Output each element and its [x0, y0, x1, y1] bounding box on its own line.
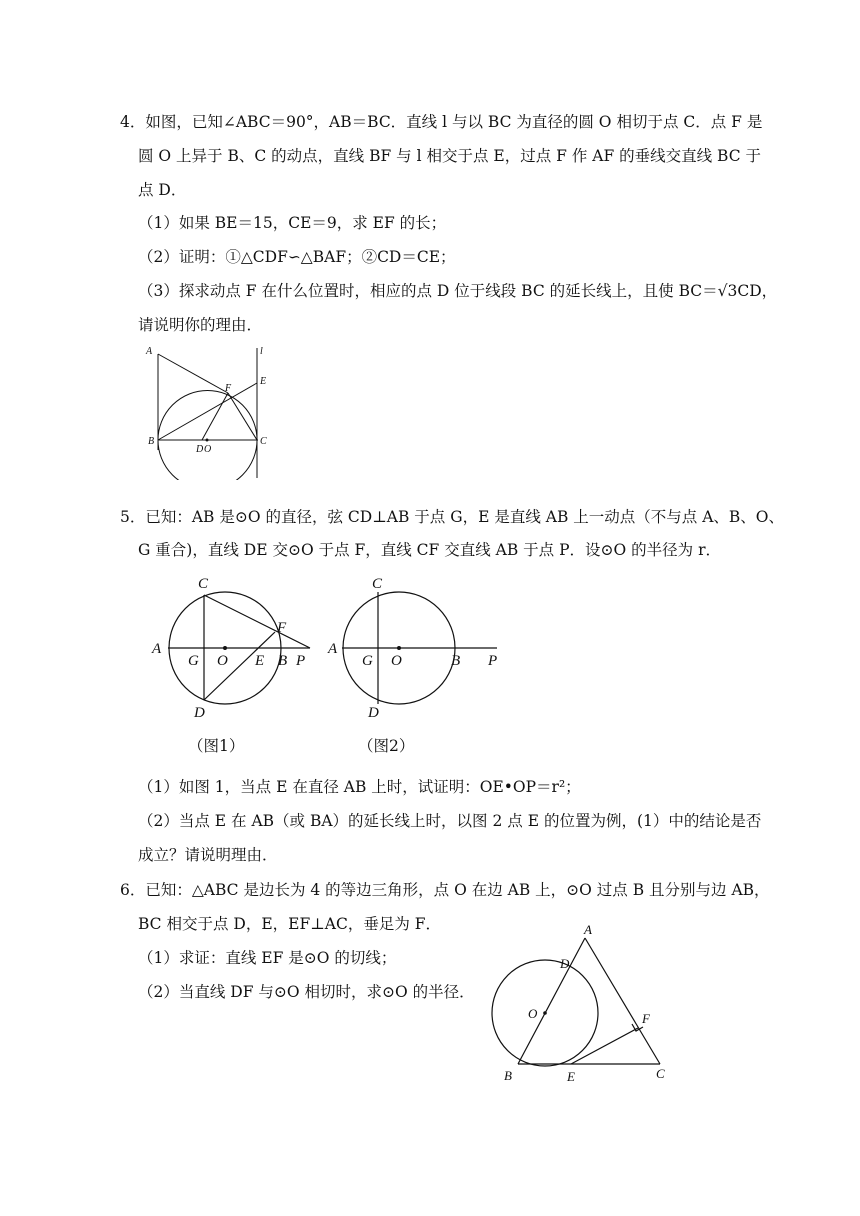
label-d: D — [368, 705, 379, 721]
segment-ef — [571, 1028, 638, 1064]
label-p: P — [488, 653, 498, 669]
q6-line-1: 6．已知：△ABC 是边长为 4 的等边三角形，点 O 在边 AB 上，⊙O 过点 B 且分别与边 AB， — [120, 881, 770, 899]
label-f: F — [642, 1011, 650, 1026]
label-b: B — [278, 653, 288, 669]
label-o: O — [204, 444, 212, 455]
q4-line-2: 圆 O 上异于 B、C 的动点，直线 BF 与 l 相交于点 E，过点 F 作 AF 的垂线交直线 BC 于 — [138, 147, 762, 165]
q4-line-3: 点 D． — [138, 181, 187, 199]
q6-part-2: （2）当直线 DF 与⊙O 相切时，求⊙O 的半径． — [138, 983, 475, 1001]
q5-part-2-cont: 成立？请说明理由． — [138, 846, 278, 864]
label-o: O — [217, 653, 228, 669]
label-a: A — [146, 346, 153, 357]
label-a: A — [152, 641, 162, 657]
q4-part-2: （2）证明：①△CDF∽△BAF；②CD＝CE； — [138, 248, 456, 266]
label-g: G — [188, 653, 199, 669]
label-o: O — [391, 653, 402, 669]
q4-part-3: （3）探求动点 F 在什么位置时，相应的点 D 位于线段 BC 的延长线上，且使 BC＝√3CD， — [138, 282, 778, 300]
label-a: A — [328, 641, 338, 657]
q4-figure — [140, 340, 280, 480]
label-c: C — [656, 1066, 665, 1081]
q6-line-2: BC 相交于点 D，E，EF⊥AC，垂足为 F． — [138, 915, 442, 933]
q6-part-1: （1）求证：直线 EF 是⊙O 的切线； — [138, 949, 397, 967]
segment-af — [158, 354, 228, 393]
circle-o — [158, 391, 257, 481]
q5-line-2: G 重合)，直线 DE 交⊙O 于点 F，直线 CF 交直线 AB 于点 P．设⊙O 的半径为 r． — [138, 541, 721, 559]
q5-part-2: （2）当点 E 在 AB（或 BA）的延长线上时，以图 2 点 E 的位置为例，(1）中的结论是否 — [138, 812, 762, 830]
q5-figure-1 — [148, 572, 318, 722]
label-c: C — [260, 436, 267, 447]
q5-caption-2: （图2） — [358, 737, 415, 755]
q5-part-1: （1）如图 1，当点 E 在直径 AB 上时，试证明：OE•OP＝r²； — [138, 778, 581, 796]
label-o: O — [528, 1006, 538, 1021]
label-l: l — [260, 346, 263, 357]
line-be — [158, 383, 257, 440]
label-g: G — [362, 653, 373, 669]
label-d: D — [194, 705, 205, 721]
label-c: C — [198, 576, 209, 592]
side-ab — [518, 938, 585, 1064]
label-e: E — [260, 376, 267, 387]
label-b: B — [148, 436, 155, 447]
label-d: D — [196, 444, 204, 455]
q6-figure — [488, 918, 678, 1088]
label-b: B — [504, 1068, 512, 1083]
q4-line-1: 4．如图，已知∠ABC＝90°，AB＝BC．直线 l 与以 BC 为直径的圆 O 相切于点 C．点 F 是 — [120, 113, 763, 131]
line-cp — [204, 595, 310, 648]
segment-fd — [202, 393, 228, 440]
line-df — [204, 632, 275, 700]
segment-fc — [228, 393, 257, 440]
label-b: B — [451, 653, 461, 669]
label-f: F — [225, 383, 232, 394]
q5-caption-1: （图1） — [188, 737, 245, 755]
q4-part-3-cont: 请说明你的理由． — [138, 316, 263, 334]
label-e: E — [567, 1069, 575, 1084]
label-c: C — [372, 576, 383, 592]
q5-figure-2 — [322, 572, 512, 722]
label-f: F — [277, 620, 287, 636]
q5-line-1: 5．已知：AB 是⊙O 的直径，弦 CD⊥AB 于点 G，E 是直线 AB 上一动点（不与点 A、B、O、 — [120, 508, 785, 526]
label-d: D — [560, 956, 570, 971]
q4-part-1: （1）如果 BE＝15，CE＝9，求 EF 的长； — [138, 214, 447, 232]
label-p: P — [296, 653, 306, 669]
label-a: A — [584, 922, 592, 937]
label-e: E — [255, 653, 265, 669]
